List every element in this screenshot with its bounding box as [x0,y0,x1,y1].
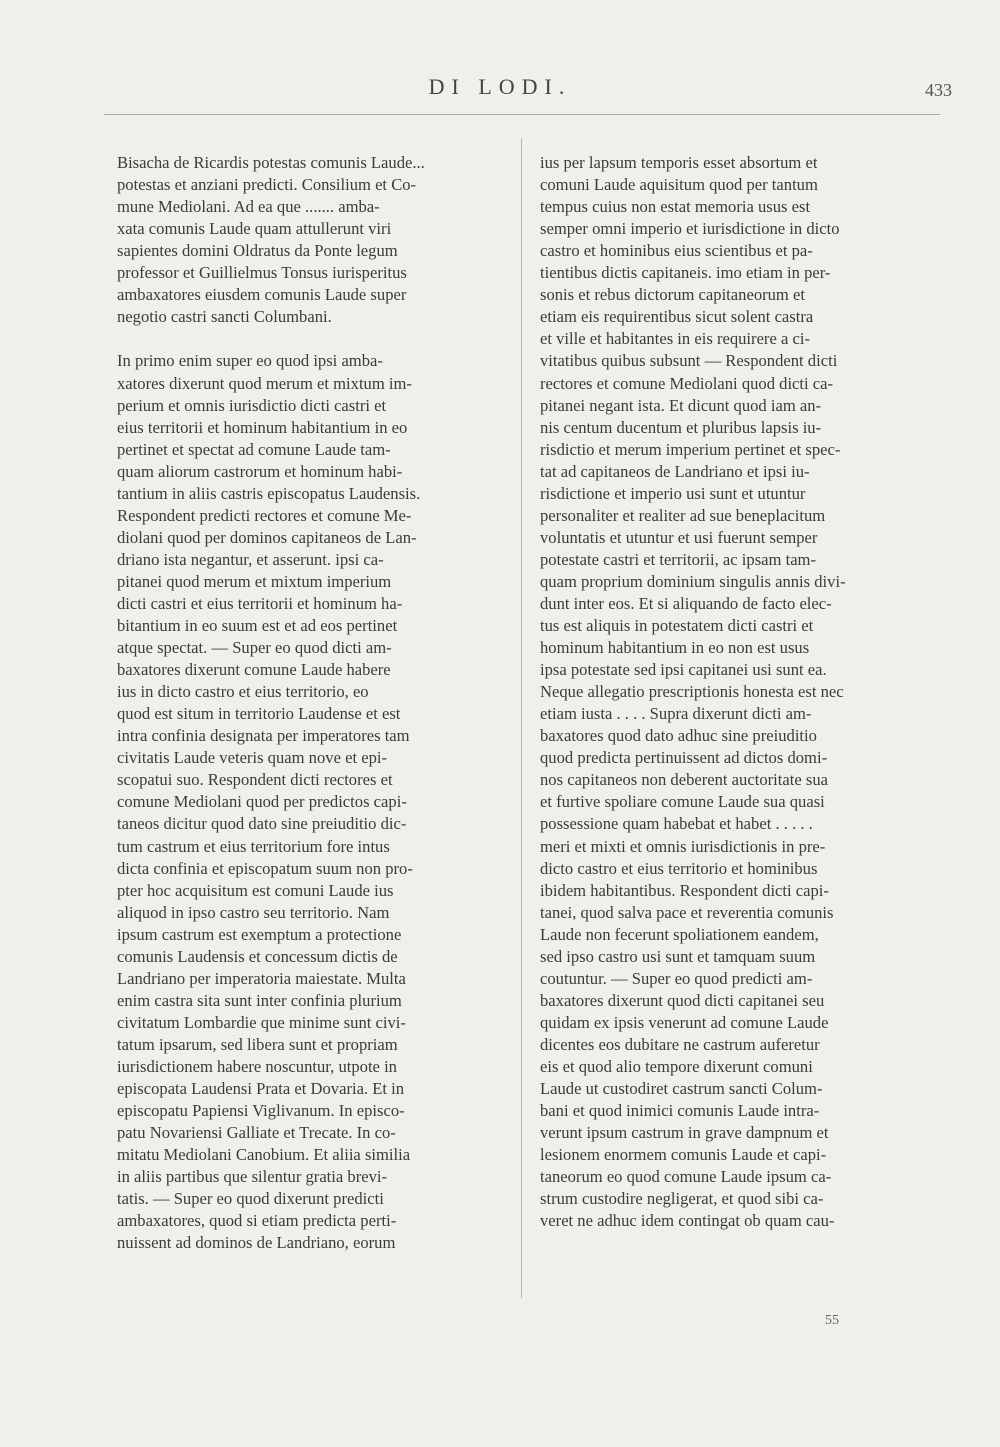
right-column [540,130,924,1254]
left-paragraph-2: In primo enim super eo quod ipsi amba- xatores dixerunt quod merum et mixtum im- perium et omnis iurisdictio dicti castri et eius territorii et hominum habitantium in eo pertinet et spectat ad comune Laude tam- quam aliorum castrorum et hominum habi- tantium in aliis castris episcopatus Laudensis. Respondent predicti rectores et comune Me- diolani quod per dominos capitaneos de Lan- driano ista negantur, et asserunt. ipsi ca- pitanei quod merum et mixtum imperium dicti castri et eius territorii et hominum ha- bitantium in eo suum est et ad eos pertinet atque spectat. — Super eo quod dicti am- baxatores dixerunt comune Laude habere ius in dicto castro et eius territorio, eo quod est situm in territorio Laudense et est intra confinia designata per imperatores tam civitatis Laude veteris quam nove et epi- scopatui suo. Respondent dicti rectores et comune Mediolani quod per predictos capi- taneos dicitur quod dato sine preiuditio dic- tum castrum et eius territorium fore intus dicta confinia et episcopatum suum non pro- pter hoc acquisitum est comuni Laude ius aliquod in ipso castro seu territorio. Nam ipsum castrum est exemptum a protectione comunis Laudensis et concessum dictis de Landriano per imperatoria maiestate. Multa enim castra sita sunt inter confinia plurium civitatum Lombardie que minime sunt civi- tatum ipsarum, sed libera sunt et propriam iurisdictionem habere noscuntur, utpote in episcopata Laudensi Prata et Dovaria. Et in episcopatu Papiensi Viglivanum. In episco- patu Novariensi Galliate et Trecate. In co- mitatu Mediolani Canobium. Et aliia similia in aliis partibus que silentur gratia brevi- tatis. — Super eo quod dixerunt predicti ambaxatores, quod si etiam predicta perti- nuissent ad dominos de Landriano, eorum [117,351,421,1253]
left-column [117,130,501,1276]
signature-mark: 55 [825,1313,839,1328]
page-number: 433 [925,80,952,100]
right-paragraph-1: ius per lapsum temporis esset absortum et comuni Laude aquisitum quod per tantum tempus cuius non estat memoria usus est semper omni imperio et iurisdictione in dicto castro et hominibus eius scientibus et pa- tientibus dictis capitaneis. imo etiam in per- sonis et rebus dictorum capitaneorum et etiam eis requirentibus sicut solent castra et ville et habitantes in eis requirere a ci- vitatibus quibus subsunt — Respondent dicti rectores et comune Mediolani quod dicti ca- pitanei negant ista. Et dicunt quod iam an- nis centum ducentum et pluribus lapsis iu- risdictio et merum imperium pertinet et spec- tat ad capitaneos de Landriano et ipsi iu- risdictione et imperio usi sunt et utuntur personaliter et realiter ad sue beneplacitum voluntatis et utuntur et usi fuerunt semper potestate castri et territorii, ac ipsam tam- quam proprium dominium singulis annis divi- dunt inter eos. Et si aliquando de facto elec- tus est aliquis in potestatem dicti castri et hominum habitantium in eo non est usus ipsa potestate sed ipsi capitanei usi sunt ea. Neque allegatio prescriptionis honesta est nec etiam iusta . . . . Supra dixerunt dicti am- baxatores quod dato adhuc sine preiuditio quod predicta pertinuissent ad dictos domi- nos capitaneos non deberent auctoritate sua et furtive spoliare comune Laude sua quasi possessione quam habebat et habet . . . . . meri et mixti et omnis iurisdictionis in pre- dicto castro et eius territorio et hominibus ibidem habitantibus. Respondent dicti capi- tanei, quod salva pace et reverentia comunis Laude non fecerunt spoliationem eandem, sed ipso castro usi sunt et tamquam suum coutuntur. — Super eo quod predicti am- baxatores dixerunt quod dicti capitanei seu quidam ex ipsis venerunt ad comune Laude dicentes eos dubitare ne castrum auferetur eis et quod alio tempore dixerunt comuni Laude ut custodiret castrum sancti Colum- bani et quod inimici comunis Laude intra- verunt ipsum castrum in grave dampnum et lesionem enormem comunis Laude et capi- taneorum eo quod comune Laude ipsum ca- strum custodire negligerat, et quod sibi ca- veret ne adhuc idem contingat ob quam cau- [540,153,846,1231]
header-rule [104,114,940,115]
left-paragraph-1: Bisacha de Ricardis potestas comunis Laude... potestas et anziani predicti. Consilium et Co- mune Mediolani. Ad ea que ....... amba- xata comunis Laude quam attullerunt viri sapientes domini Oldratus da Ponte legum professor et Guillielmus Tonsus iurisperitus ambaxatores eiusdem comunis Laude super negotio castri sancti Columbani. [117,153,425,327]
running-title: DI LODI. [428,74,572,99]
column-divider [521,138,522,1298]
